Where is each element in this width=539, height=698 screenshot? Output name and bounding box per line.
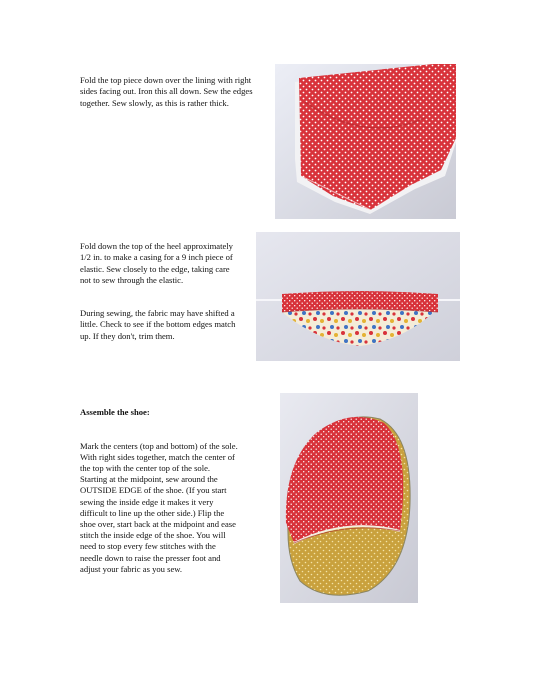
step1-paragraph: Fold the top piece down over the lining with right sides facing out. Iron this all down. Sew the edges together. Sew slowly, as this is rather thick. (80, 75, 253, 108)
folded-fabric-photo (275, 64, 456, 219)
step2-instructions (80, 230, 260, 353)
heel-casing-photo (256, 232, 460, 361)
step1-instructions (80, 64, 260, 120)
step2-paragraph-2: During sewing, the fabric may have shifted a little. Check to see if the bottom edges match up. If they don't, trim them. (80, 308, 236, 341)
step3-heading: Assemble the shoe: (80, 407, 150, 418)
assembled-shoe-photo (280, 393, 418, 603)
step3-instructions (80, 396, 262, 586)
step2-paragraph-1: Fold down the top of the heel approximately 1/2 in. to make a casing for a 9 inch piece of elastic. Sew closely to the edge, taking care not to sew through the elastic. (80, 241, 233, 285)
step3-paragraph: Mark the centers (top and bottom) of the sole. With right sides together, match the center of the top with the center top of the sole. Starting at the midpoint, sew around the OUTSIDE EDGE of the shoe. (If you start sewing the inside edge it makes it very difficult to line up the other side.) Flip the shoe over, start back at the midpoint and ease stitch the inside edge of the shoe. You will need to stop every few stitches with the needle down to raise the presser foot and adjust your fabric as you sew. (80, 440, 238, 574)
